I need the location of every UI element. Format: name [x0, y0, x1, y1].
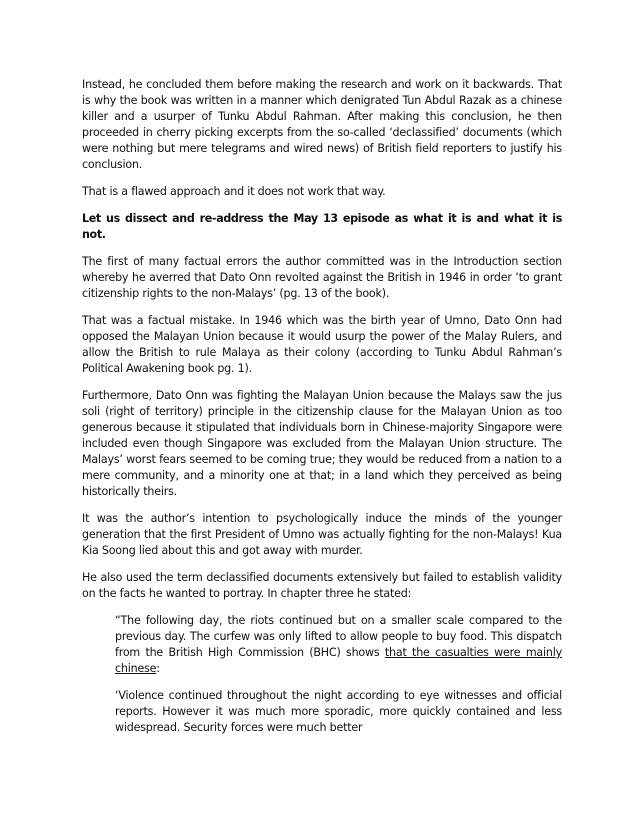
paragraph-1: Instead, he concluded them before making the research and work on it backwards. That is why the book was written in a manner which denigrated Tun Abdul Razak as a chinese killer and a usurper of Tunku Abdul Rahman. After making this conclusion, he then proceeded in cherry picking excerpts from the so-called ‘declassified’ documents (which were nothing but mere telegrams and wired news) of British field reporters to justify his conclusion.: [82, 78, 562, 171]
document-page: [82, 77, 562, 747]
quote-1-end: :: [156, 662, 160, 675]
paragraph-6: Furthermore, Dato Onn was fighting the Malayan Union because the Malays saw the jus soli (right of territory) principle in the citizenship clause for the Malayan Union as too generous because it stipulated that individuals born in Chinese-majority Singapore were included even though Singapore was excluded from the Malayan Union structure. The Malays’ worst fears seemed to be coming true; they would be reduced from a nation to a mere community, and a minority one at that; in a land which they perceived as being historically theirs.: [82, 389, 562, 498]
paragraph-2: That is a flawed approach and it does not work that way.: [82, 185, 386, 198]
bold-heading-paragraph: Let us dissect and re-address the May 13 episode as what it is and what it is not.: [82, 212, 562, 241]
quote-1-text: “The following day, the riots continued but on a smaller scale compared to the previous day. The curfew was only lifted to allow people to buy food. This dispatch from the British High Commission (BHC) shows: [115, 614, 562, 659]
paragraph-4: The first of many factual errors the author committed was in the Introduction section whereby he averred that Dato Onn revolted against the British in 1946 in order ‘to grant citizenship rights to the non-Malays’ (pg. 13 of the book).: [82, 255, 562, 300]
paragraph-5: That was a factual mistake. In 1946 which was the birth year of Umno, Dato Onn had opposed the Malayan Union because it would usurp the power of the Malay Rulers, and allow the British to rule Malaya as their colony (according to Tunku Abdul Rahman’s Political Awakening book pg. 1).: [82, 314, 562, 375]
block-quote-1: [115, 613, 562, 677]
quote-1-underlined-text: that the casualties were mainly chinese: [115, 646, 562, 675]
block-quote-2: ‘Violence continued throughout the night according to eye witnesses and official reports. However it was much more sporadic, more quickly contained and less widespread. Security forces were much better: [115, 689, 562, 734]
paragraph-8: He also used the term declassified documents extensively but failed to establish validity on the facts he wanted to portray. In chapter three he stated:: [82, 571, 562, 600]
paragraph-7: It was the author’s intention to psychologically induce the minds of the younger generation that the first President of Umno was actually fighting for the non-Malays! Kua Kia Soong lied about this and got away with murder.: [82, 512, 562, 557]
